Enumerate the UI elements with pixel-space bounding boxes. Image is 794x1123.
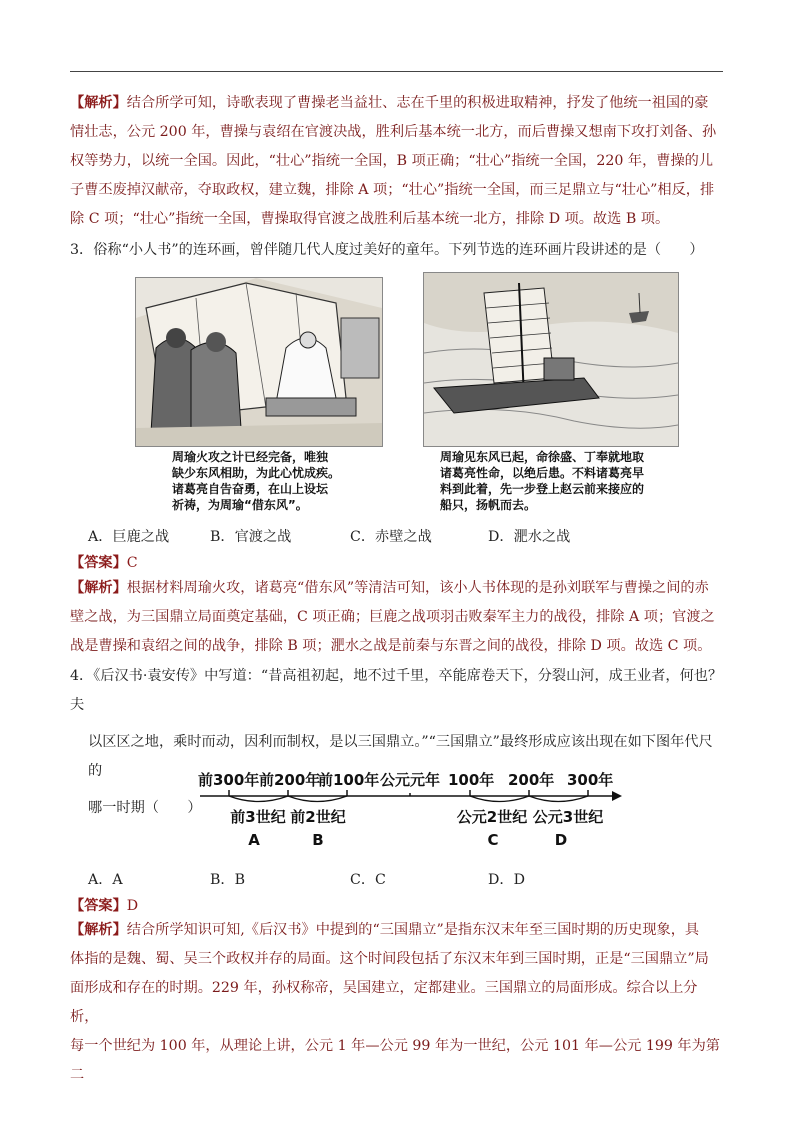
analysis-tag: 【解析】: [70, 580, 127, 596]
comic-caption-right: 周瑜见东风已起，命徐盛、丁奉就地取 诸葛亮性命，以绝后患。不料诸葛亮早 料到此着，先一步登上赵云前来接应的 船只，扬帆而去。: [440, 450, 645, 512]
option-a[interactable]: A．巨鹿之战: [88, 529, 170, 545]
answer-q3: [70, 552, 138, 572]
answer-value: C: [126, 555, 138, 571]
option-a[interactable]: A．A: [88, 872, 123, 888]
analysis-line: 情壮志，公元 200 年，曹操与袁绍在官渡决战，胜利后基本统一北方，而后曹操又想南下攻打刘备、孙: [70, 124, 717, 140]
comic-illustration-boat: [424, 273, 678, 446]
stem-line: 以区区之地，乘时而动，因利而制权，是以三国鼎立。”“三国鼎立”最终形成应该出现在如下图年代尺的: [88, 734, 713, 779]
question-3-stem: 3．俗称“小人书”的连环画，曾伴随几代人度过美好的童年。下列节选的连环画片段讲述的是（ ）: [70, 242, 704, 258]
period-letter: D: [554, 831, 568, 849]
answer-q4: [70, 895, 138, 915]
period-letter: A: [248, 831, 260, 849]
analysis-line: 战是曹操和袁绍之间的战争，排除 B 项；淝水之战是前秦与东晋之间的战役，排除 D 项。故选 C 项。: [70, 638, 712, 654]
option-b[interactable]: B．B: [210, 872, 246, 888]
century-label: 前3世纪: [230, 808, 286, 826]
century-label: 前2世纪: [290, 808, 346, 826]
analysis-line: 每一个世纪为 100 年，从理论上讲，公元 1 年—公元 99 年为一世纪，公元 101 年—公元 199 年为第二: [70, 1038, 720, 1083]
century-label: 公元2世纪: [456, 808, 528, 826]
answer-tag: 【答案】: [70, 555, 127, 571]
analysis-tag: 【解析】: [70, 922, 127, 938]
analysis-line: 壁之战，为三国鼎立局面奠定基础，C 项正确；巨鹿之战项羽击败秦军主力的战役，排除 A 项；官渡之: [70, 609, 715, 625]
year-label: 公元元年: [380, 771, 441, 789]
period-letter: C: [487, 831, 499, 849]
analysis-line: 子曹丕废掉汉献帝，夺取政权，建立魏，排除 A 项；“壮心”指统一全国，而三足鼎立与“壮心”相反，排: [70, 182, 715, 198]
stem-line: 哪一时期（ ）: [88, 800, 202, 816]
analysis-line: 根据材料周瑜火攻，诸葛亮“借东风”等清洁可知，该小人书体现的是孙刘联军与曹操之间的赤: [126, 580, 709, 596]
option-d[interactable]: D．D: [488, 872, 525, 888]
option-d[interactable]: D．淝水之战: [488, 529, 571, 545]
year-label: 100年: [448, 771, 495, 789]
analysis-q2: [70, 89, 724, 234]
timeline-ruler: [0, 765, 794, 855]
period-letter: B: [312, 831, 324, 849]
analysis-line: 除 C 项；“壮心”指统一全国，曹操取得官渡之战胜利后基本统一北方，排除 D 项。故选 B 项。: [70, 211, 670, 227]
answer-tag: 【答案】: [70, 898, 127, 914]
analysis-line: 结合所学可知，诗歌表现了曹操老当益壮、志在千里的积极进取精神，抒发了他统一祖国的豪: [126, 95, 709, 111]
header-rule: [70, 71, 723, 72]
analysis-q3: [70, 574, 724, 661]
year-label: 前200年: [259, 771, 321, 789]
stem-line: 4．《后汉书·袁安传》中写道：“昔高祖初起，地不过千里，卒能席卷天下，分裂山河，成王业者，何也？夫: [70, 668, 723, 713]
timeline-arrow: [612, 791, 622, 801]
option-b[interactable]: B．官渡之战: [210, 529, 292, 545]
century-label: 公元3世纪: [532, 808, 604, 826]
year-label: 200年: [508, 771, 555, 789]
year-label: 前100年: [318, 771, 380, 789]
comic-caption-left: 周瑜火攻之计已经完备，唯独 缺少东风相助，为此心忧成疾。 诸葛亮自告奋勇，在山上设坛 祈祷，为周瑜“借东风”。: [172, 450, 341, 512]
analysis-line: 体指的是魏、蜀、吴三个政权并存的局面。这个时间段包括了东汉末年到三国时期，正是“三国鼎立”局: [70, 951, 709, 967]
year-label: 300年: [567, 771, 614, 789]
analysis-q4: [70, 916, 724, 1090]
comic-panel-right: [423, 272, 679, 447]
analysis-line: 结合所学知识可知,《后汉书》中提到的“三国鼎立”是指东汉末年至三国时期的历史现象，具: [126, 922, 700, 938]
option-c[interactable]: C．C: [350, 872, 386, 888]
answer-value: D: [126, 898, 139, 914]
analysis-line: 权等势力，以统一全国。因此，“壮心”指统一全国，B 项正确；“壮心”指统一全国，220 年，曹操的儿: [70, 153, 714, 169]
comic-illustration-tent: [136, 278, 382, 446]
analysis-line: 面形成和存在的时期。229 年，孙权称帝，吴国建立，定都建业。三国鼎立的局面形成。综合以上分析，: [70, 980, 698, 1025]
analysis-tag: 【解析】: [70, 95, 127, 111]
comic-panel-left: [135, 277, 383, 447]
year-label: 前300年: [198, 771, 260, 789]
option-c[interactable]: C．赤壁之战: [350, 529, 432, 545]
